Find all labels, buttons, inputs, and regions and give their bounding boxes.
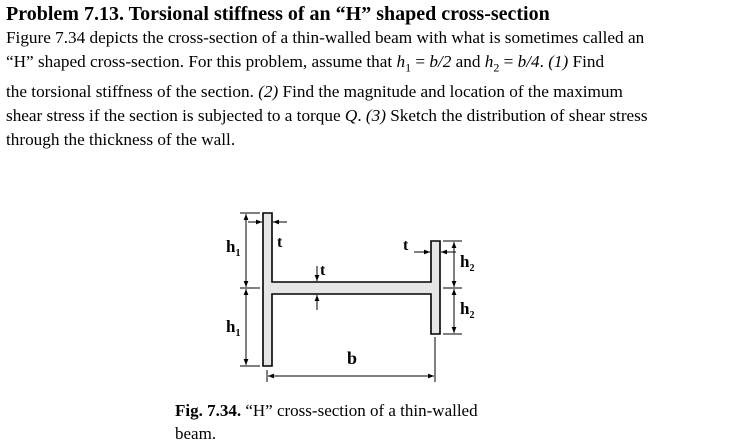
and-text: and (451, 51, 485, 71)
statement-text: Sketch the distribution of shear stress (385, 105, 648, 125)
part-3-number: (3) (365, 105, 386, 125)
h2-top-label: $h_2$ (460, 252, 475, 274)
statement-text: the torsional stiffness of the section. (6, 82, 259, 102)
problem-title: Problem 7.13. Torsional stiffness of an “H” shaped cross-section (6, 3, 550, 25)
h1-subscript: 1 (405, 60, 412, 75)
statement-text: Find the magnitude and location of the maximum (278, 82, 623, 102)
part-1-number: (1) (548, 51, 569, 71)
h2-subscript: 2 (493, 60, 500, 75)
equals-sign: = (499, 51, 518, 71)
h2-bottom-label: $h_2$ (460, 299, 475, 321)
left-h1-dimension (240, 213, 260, 366)
caption-text: “H” cross-section of a thin-walled (241, 401, 478, 420)
part-2-number: (2) (258, 82, 279, 102)
t-left-label: t (277, 234, 283, 251)
h-section-shape (263, 213, 440, 366)
t-right-label: t (403, 237, 409, 254)
equals-sign: = (411, 51, 430, 71)
statement-line-1: Figure 7.34 depicts the cross-section of a thin-walled beam with what is sometimes called an (6, 28, 645, 47)
caption-figure-number: Fig. 7.34. (175, 401, 242, 420)
h1-value: b/2 (429, 51, 452, 71)
b-label: b (347, 348, 358, 368)
statement-line-5: through the thickness of the wall. (6, 129, 236, 149)
caption-line-1 (175, 399, 535, 422)
torque-symbol: Q (344, 105, 358, 125)
h2-value: b/4 (517, 51, 540, 71)
statement-text: “H” shaped cross-section. For this problem, assume that (6, 51, 397, 71)
t-web-label: t (320, 262, 326, 279)
statement-text: . (539, 51, 549, 71)
statement-text: . (357, 105, 366, 125)
h1-symbol: h (396, 51, 406, 71)
figure-caption (175, 399, 535, 445)
statement-text: Find (568, 51, 605, 71)
h1-bottom-label: $h_1$ (226, 317, 241, 339)
h1-top-label: $h_1$ (226, 237, 241, 259)
statement-text: shear stress if the section is subjected to a torque (6, 105, 345, 125)
h2-symbol: h (484, 51, 494, 71)
caption-line-2: beam. (175, 424, 217, 443)
